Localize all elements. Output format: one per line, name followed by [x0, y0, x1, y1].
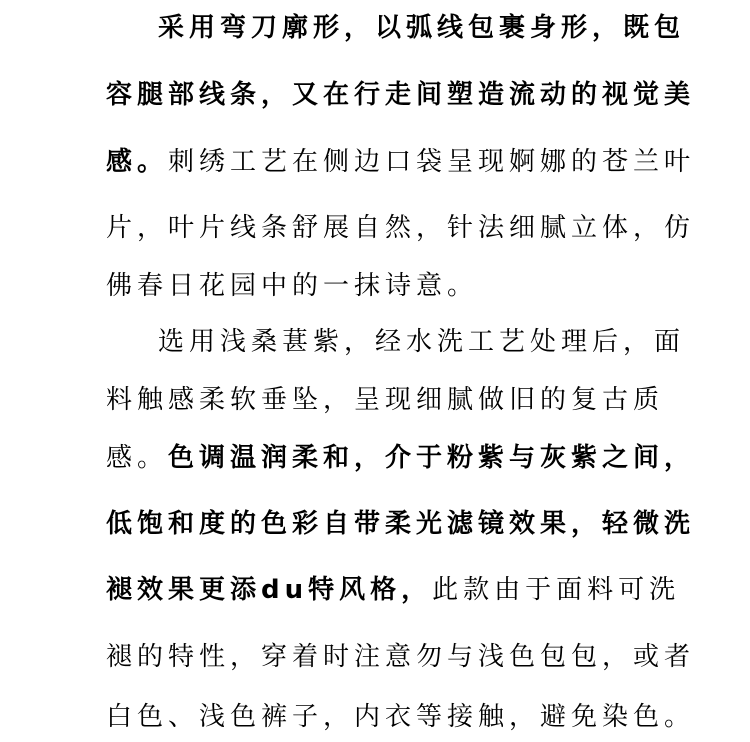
text-run: 褪的特性，穿着时注意勿与浅色包包，或者	[106, 642, 696, 672]
paragraph-1-line-2	[106, 75, 696, 115]
paragraph-2-line-7	[106, 697, 696, 737]
text-run: 选用浅桑葚紫，经水洗工艺处理后，面	[158, 327, 686, 357]
bold-run: 色调温润柔和，介于粉紫与灰紫之间，	[168, 443, 696, 473]
paragraph-2-line-1	[158, 322, 686, 362]
paragraph-1-line-5	[106, 266, 646, 306]
text-run: 片，叶片线条舒展自然，针法细腻立体，仿	[106, 213, 696, 243]
text-run: 佛春日花园中的一抹诗意。	[106, 271, 479, 301]
paragraph-1-line-3	[106, 142, 696, 182]
bold-run: 低饱和度的色彩自带柔光滤镜效果，轻微洗	[106, 509, 696, 539]
bold-run: 感。	[106, 147, 169, 177]
paragraph-2-line-6	[106, 637, 696, 677]
paragraph-1-line-1	[158, 8, 686, 48]
paragraph-2-line-2	[106, 380, 665, 420]
paragraph-2-line-5	[106, 570, 681, 610]
bold-run: 容腿部线条，又在行走间塑造流动的视觉美	[106, 80, 696, 110]
text-run: 感。	[106, 443, 169, 473]
text-run: 料触感柔软垂坠，呈现细腻做旧的复古质	[106, 385, 665, 415]
paragraph-1-line-4	[106, 208, 696, 248]
text-run: 此款由于面料可洗	[432, 575, 681, 605]
paragraph-2-line-3	[106, 438, 696, 478]
bold-run: 褪效果更添du特风格，	[106, 575, 433, 605]
paragraph-2-line-4	[106, 504, 696, 544]
bold-run: 采用弯刀廓形，以弧线包裹身形，既包	[158, 13, 686, 43]
text-run: 刺绣工艺在侧边口袋呈现婀娜的苍兰叶	[168, 147, 696, 177]
text-run: 白色、浅色裤子，内衣等接触，避免染色。	[106, 702, 696, 732]
